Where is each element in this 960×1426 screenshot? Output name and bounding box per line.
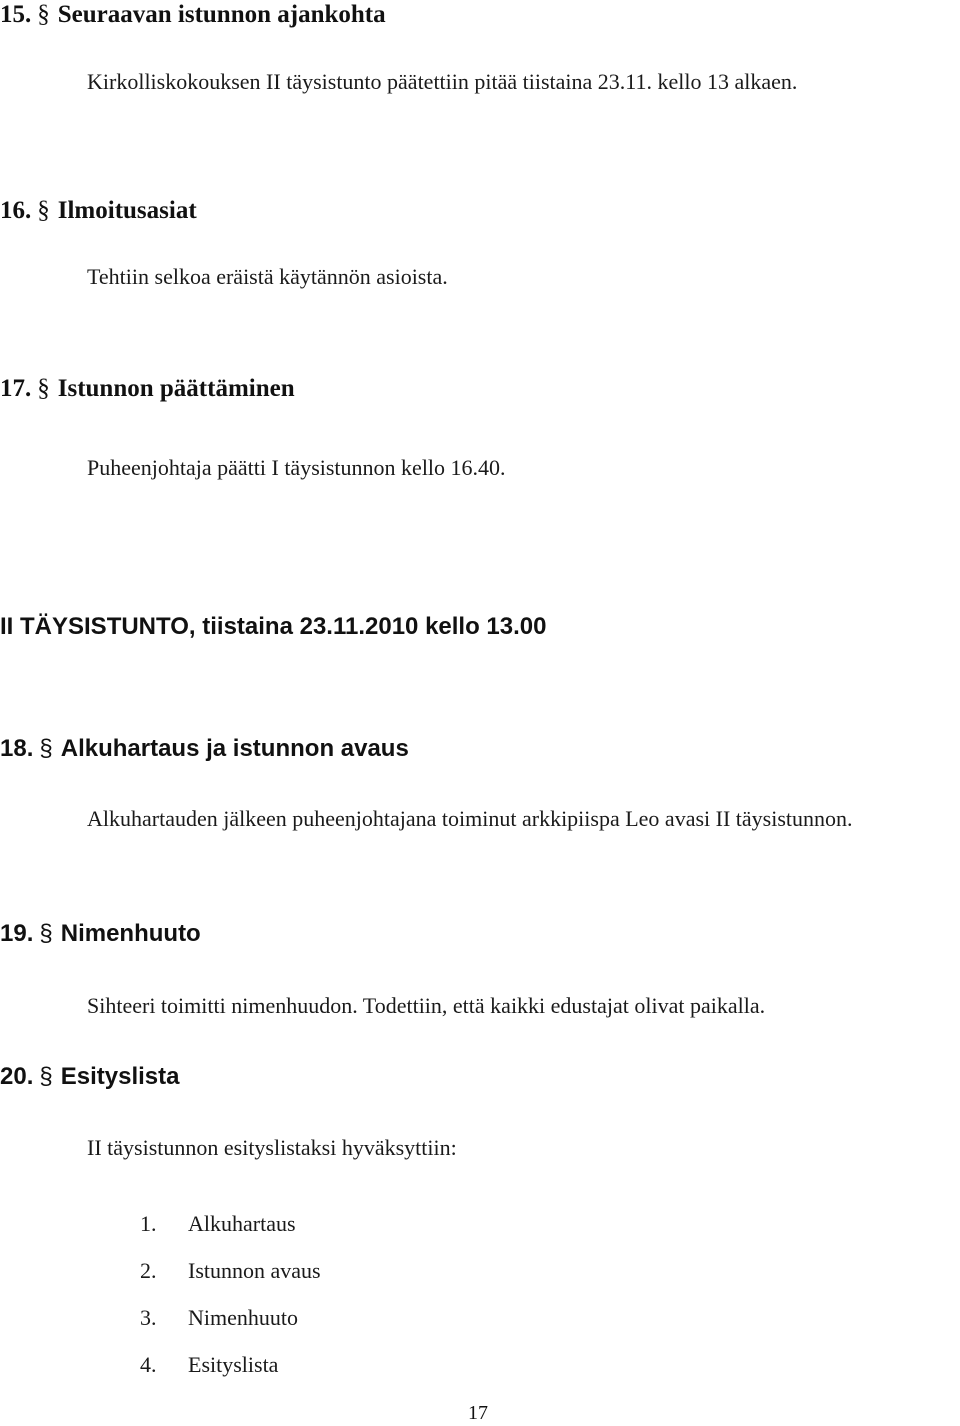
- section-19-body: Sihteeri toimitti nimenhuudon. Todettiin, että kaikki edustajat olivat paikalla.: [87, 993, 766, 1018]
- section-17-body: Puheenjohtaja päätti I täysistunnon kello 16.40.: [87, 455, 506, 480]
- section-sign: §: [37, 197, 50, 224]
- agenda-item-label: Esityslista: [188, 1352, 279, 1377]
- agenda-item: [140, 1257, 321, 1285]
- page-number: 17: [468, 1402, 488, 1424]
- section-sign: §: [37, 1, 50, 28]
- section-20-body: II täysistunnon esityslistaksi hyväksyttiin:: [87, 1135, 457, 1160]
- section-sign: §: [37, 375, 50, 402]
- section-sign: §: [39, 1063, 53, 1090]
- section-16-body: Tehtiin selkoa eräistä käytännön asioista.: [87, 264, 448, 289]
- section-title: Seuraavan istunnon ajankohta: [57, 1, 386, 28]
- agenda-item: [140, 1351, 278, 1379]
- section-number: 15.: [0, 1, 32, 28]
- section-number: 19.: [0, 920, 34, 947]
- section-19-heading: [0, 919, 201, 949]
- agenda-item-number: 1.: [140, 1211, 157, 1236]
- agenda-item-label: Alkuhartaus: [188, 1211, 296, 1236]
- section-15-heading: [0, 0, 386, 30]
- section-15-body: Kirkolliskokouksen II täysistunto päätettiin pitää tiistaina 23.11. kello 13 alkaen.: [87, 69, 798, 94]
- agenda-item: [140, 1304, 298, 1332]
- agenda-item-number: 4.: [140, 1352, 157, 1377]
- section-title: Ilmoitusasiat: [57, 197, 197, 224]
- agenda-item: [140, 1210, 296, 1238]
- section-16-heading: [0, 196, 197, 226]
- section-title: Alkuhartaus ja istunnon avaus: [60, 735, 409, 762]
- section-title: Nimenhuuto: [60, 920, 201, 947]
- section-18-body: Alkuhartauden jälkeen puheenjohtajana toiminut arkkipiispa Leo avasi II täysistunnon.: [87, 806, 853, 831]
- agenda-item-label: Istunnon avaus: [188, 1258, 321, 1283]
- agenda-item-number: 3.: [140, 1305, 157, 1330]
- section-20-heading: [0, 1062, 179, 1092]
- section-title: Istunnon päättäminen: [57, 375, 295, 402]
- agenda-item-label: Nimenhuuto: [188, 1305, 298, 1330]
- section-title: Esityslista: [60, 1063, 180, 1090]
- section-number: 20.: [0, 1063, 34, 1090]
- section-18-heading: [0, 734, 409, 764]
- section-sign: §: [39, 920, 53, 947]
- section-17-heading: [0, 374, 295, 404]
- section-number: 18.: [0, 735, 34, 762]
- section-number: 17.: [0, 375, 32, 402]
- section-sign: §: [39, 735, 53, 762]
- agenda-item-number: 2.: [140, 1258, 157, 1283]
- session-title: II TÄYSISTUNTO, tiistaina 23.11.2010 kello 13.00: [0, 613, 547, 640]
- section-number: 16.: [0, 197, 32, 224]
